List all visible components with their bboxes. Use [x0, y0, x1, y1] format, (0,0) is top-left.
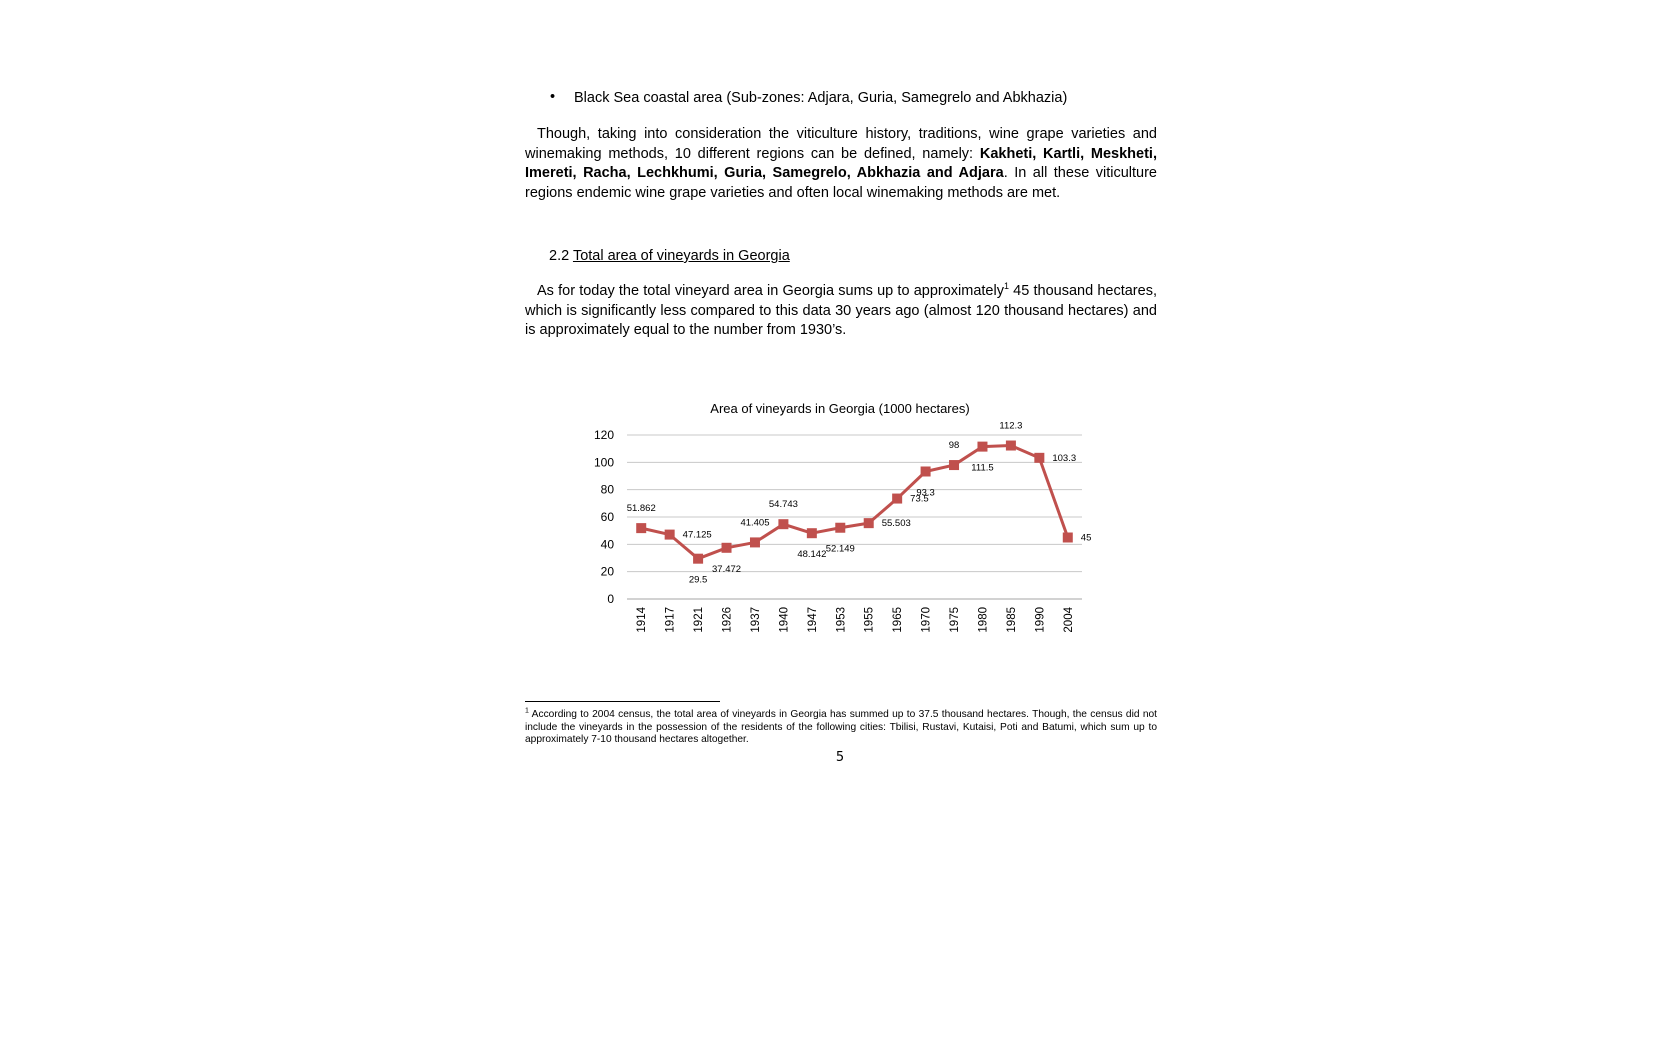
y-tick-label: 80 [600, 482, 614, 497]
footnote-number: 1 [525, 707, 529, 715]
y-tick-label: 120 [593, 428, 614, 442]
x-tick-label: 2004 [1062, 607, 1075, 633]
data-point [807, 528, 817, 538]
paragraph-total-area [525, 282, 1157, 341]
y-tick-label: 60 [600, 510, 614, 524]
y-tick-label: 40 [600, 537, 614, 552]
chart-title: Area of vineyards in Georgia (1000 hectares) [710, 401, 970, 416]
footnote-text: According to 2004 census, the total area of vineyards in Georgia has summed up to 37.5 thousand hectares. Though, the census did not include the vineyards in the possession of the residents of the following cities: Tbilisi, Rustavi, Kutaisi, Poti and Batumi, which sum up to approximately 7-10 thousand hectares altogether. [525, 709, 1157, 746]
bullet-marker: • [550, 89, 556, 105]
data-point [864, 518, 874, 528]
data-label: 112.3 [999, 420, 1023, 432]
data-point [977, 442, 987, 452]
footnote [525, 709, 1157, 747]
paragraph-total-area-lead: As for today the total vineyard area in Georgia sums up to approximately [537, 283, 1004, 299]
data-label: 51.862 [626, 503, 656, 515]
page-number: 5 [835, 750, 845, 765]
data-point [665, 530, 675, 540]
data-label: 48.142 [797, 549, 827, 561]
paragraph-regions-tail: . In all these viticulture regions endemic wine grape varieties and often local winemaking methods are met. [525, 165, 1157, 201]
paragraph-regions-lead: Though, taking into consideration the viticulture history, traditions, wine grape varieties and winemaking methods, 10 different regions can be defined, namely: [525, 126, 1157, 162]
paragraph-regions [525, 125, 1157, 203]
data-label: 103.3 [1052, 452, 1077, 464]
x-tick-label: 1990 [1034, 607, 1047, 633]
data-point [949, 460, 959, 470]
paragraph-total-area-tail: 45 thousand hectares, which is significantly less compared to this data 30 years ago (almost 120 thousand hectares) and is approximately equal to the number from 1930’s. [525, 283, 1157, 338]
x-tick-label: 1955 [863, 607, 876, 633]
x-tick-label: 1985 [1005, 607, 1018, 633]
footnote-rule [525, 701, 720, 702]
x-tick-label: 1940 [778, 607, 791, 633]
y-tick-label: 0 [607, 592, 614, 606]
data-point [778, 519, 788, 529]
x-tick-label: 1953 [835, 607, 848, 633]
data-label: 93.3 [916, 487, 935, 499]
data-label: 29.5 [688, 574, 708, 586]
data-point [722, 543, 732, 553]
section-heading [549, 248, 790, 264]
data-label: 47.125 [682, 529, 712, 541]
x-tick-label: 1926 [721, 607, 734, 633]
y-tick-label: 100 [593, 455, 614, 470]
section-title: Total area of vineyards in Georgia [572, 248, 790, 264]
x-tick-label: 1970 [920, 607, 933, 633]
data-label: 45 [1080, 532, 1092, 544]
data-point [892, 494, 902, 504]
data-point [835, 523, 845, 533]
x-tick-label: 1914 [636, 607, 649, 633]
section-number: 2.2 [549, 248, 570, 264]
data-label: 98 [948, 440, 960, 452]
data-point [1034, 453, 1044, 463]
data-label: 111.5 [971, 462, 994, 474]
x-tick-label: 1965 [892, 607, 905, 633]
data-point [750, 537, 760, 547]
x-tick-label: 1917 [664, 607, 677, 633]
paragraph-regions-bold: Kakheti, Kartli, Meskheti, Imereti, Racha, Lechkhumi, Guria, Samegrelo, Abkhazia and Adjara [525, 145, 1157, 181]
x-tick-label: 1921 [693, 607, 706, 633]
data-label: 55.503 [881, 518, 911, 530]
data-label: 73.5 [910, 493, 929, 505]
data-label: 52.149 [825, 543, 855, 555]
data-label: 54.743 [768, 499, 798, 511]
data-point [921, 466, 931, 476]
data-label: 37.472 [712, 563, 742, 575]
x-tick-label: 1947 [806, 607, 819, 633]
data-point [1006, 441, 1016, 451]
data-point [693, 554, 703, 564]
data-point [636, 523, 646, 533]
footnote-ref: 1 [1003, 281, 1009, 292]
x-tick-label: 1980 [977, 607, 990, 633]
bullet-item-black-sea: Black Sea coastal area (Sub-zones: Adjara, Guria, Samegrelo and Abkhazia) [574, 90, 1068, 106]
data-point [1063, 533, 1073, 543]
line-chart [580, 394, 1100, 644]
data-label: 41.405 [740, 517, 770, 529]
y-tick-label: 20 [600, 564, 614, 579]
x-tick-label: 1937 [749, 607, 762, 633]
x-tick-label: 1975 [949, 607, 962, 633]
